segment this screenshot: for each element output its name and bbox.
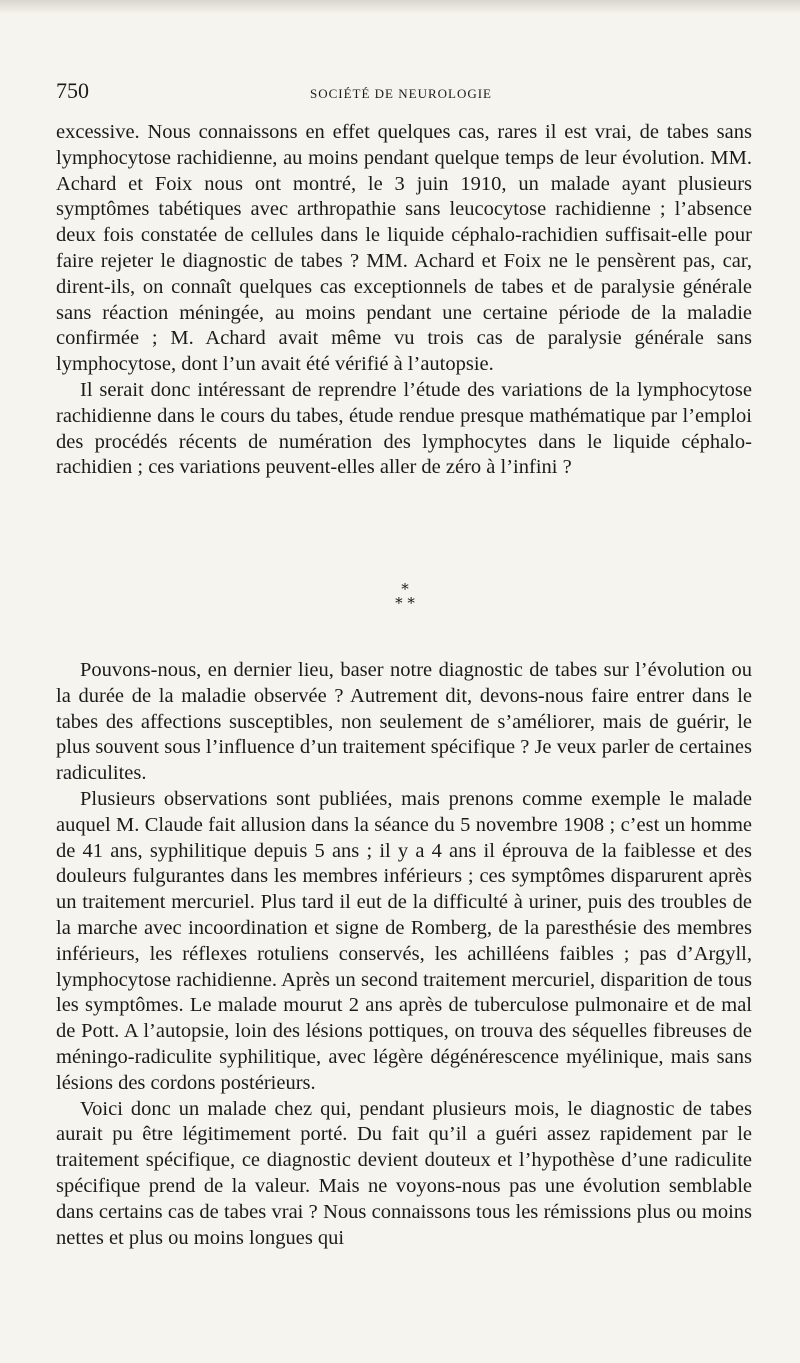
paragraph-3: Pouvons-nous, en dernier lieu, baser notre diagnostic de tabes sur l’évolution ou la durée de la maladie observée ? Autrement dit, devons-nous faire entrer dans le tabes des affections susceptibles, non seulement de s’améliorer, mais de guérir, le plus souvent sous l’influence d’un traitement spécifique ? Je veux parler de certaines radiculites.	[56, 659, 752, 785]
text-block-lower	[56, 658, 752, 1251]
asterism-separator	[375, 582, 435, 622]
asterism-bottom: * *	[395, 594, 415, 612]
page-number: 750	[56, 78, 89, 103]
paragraph-5: Voici donc un malade chez qui, pendant plusieurs mois, le diagnostic de tabes aurait pu être légitimement porté. Du fait qu’il a guéri assez rapidement par le traitement spécifique, ce diagnostic devient douteux et l’hypothèse d’une radiculite spécifique prend de la valeur. Mais ne voyons-nous pas une évolution semblable dans certains cas de tabes vrai ? Nous connaissons tous les rémissions plus ou moins nettes et plus ou moins longues qui	[56, 1097, 752, 1249]
paragraph-4: Plusieurs observations sont publiées, mais prenons comme exemple le malade auquel M. Claude fait allusion dans la séance du 5 novembre 1908 ; c’est un homme de 41 ans, syphilitique depuis 5 ans ; il y a 4 ans il éprouva de la faiblesse et des douleurs fulgurantes dans les membres inférieurs ; ces symptômes disparurent après un traitement mercuriel. Plus tard il eut de la difficulté à uriner, puis des troubles de la marche avec incoordination et signe de Romberg, de la paresthésie des membres inférieurs, les réflexes rotuliens conservés, les achilléens faibles ; pas d’Argyll, lymphocytose rachidienne. Après un second traitement mercuriel, disparition de tous les symptômes. Le malade mourut 2 ans après de tuberculose pulmonaire et de mal de Pott. A l’autopsie, loin des lésions pottiques, on trouva des séquelles fibreuses de méningo-radiculite syphilitique, avec légère dégénérescence myélinique, mais sans lésions des cordons postérieurs.	[56, 787, 752, 1094]
running-head: SOCIÉTÉ DE NEUROLOGIE	[309, 86, 493, 101]
page-edge	[0, 0, 800, 14]
page-header	[56, 78, 746, 108]
paragraph-1: excessive. Nous connaissons en effet quelques cas, rares il est vrai, de tabes sans lymphocytose rachidienne, au moins pendant quelque temps de leur évolution. MM. Achard et Foix nous ont montré, le 3 juin 1910, un malade ayant plusieurs symptômes tabétiques avec arthropathie sans leucocytose rachidienne ; l’absence deux fois constatée de cellules dans le liquide céphalo-rachidien suffisait-elle pour faire rejeter le diagnostic de tabes ? MM. Achard et Foix ne le pensèrent pas, car, dirent-ils, on connaît quelques cas exceptionnels de tabes et de paralysie générale sans réaction méningée, au moins pendant une certaine période de la maladie confirmée ; M. Achard avait même vu trois cas de paralysie générale sans lymphocytose, dont l’un avait été vérifié à l’autopsie.	[56, 121, 752, 376]
paragraph-2: Il serait donc intéressant de reprendre l’étude des variations de la lymphocytose rachidienne dans le cours du tabes, étude rendue presque mathématique par l’emploi des procédés récents de numération des lymphocytes dans le liquide céphalo-rachidien ; ces variations peuvent-elles aller de zéro à l’infini ?	[56, 378, 752, 479]
asterism-top: *	[401, 580, 409, 598]
text-block-upper	[56, 120, 752, 481]
